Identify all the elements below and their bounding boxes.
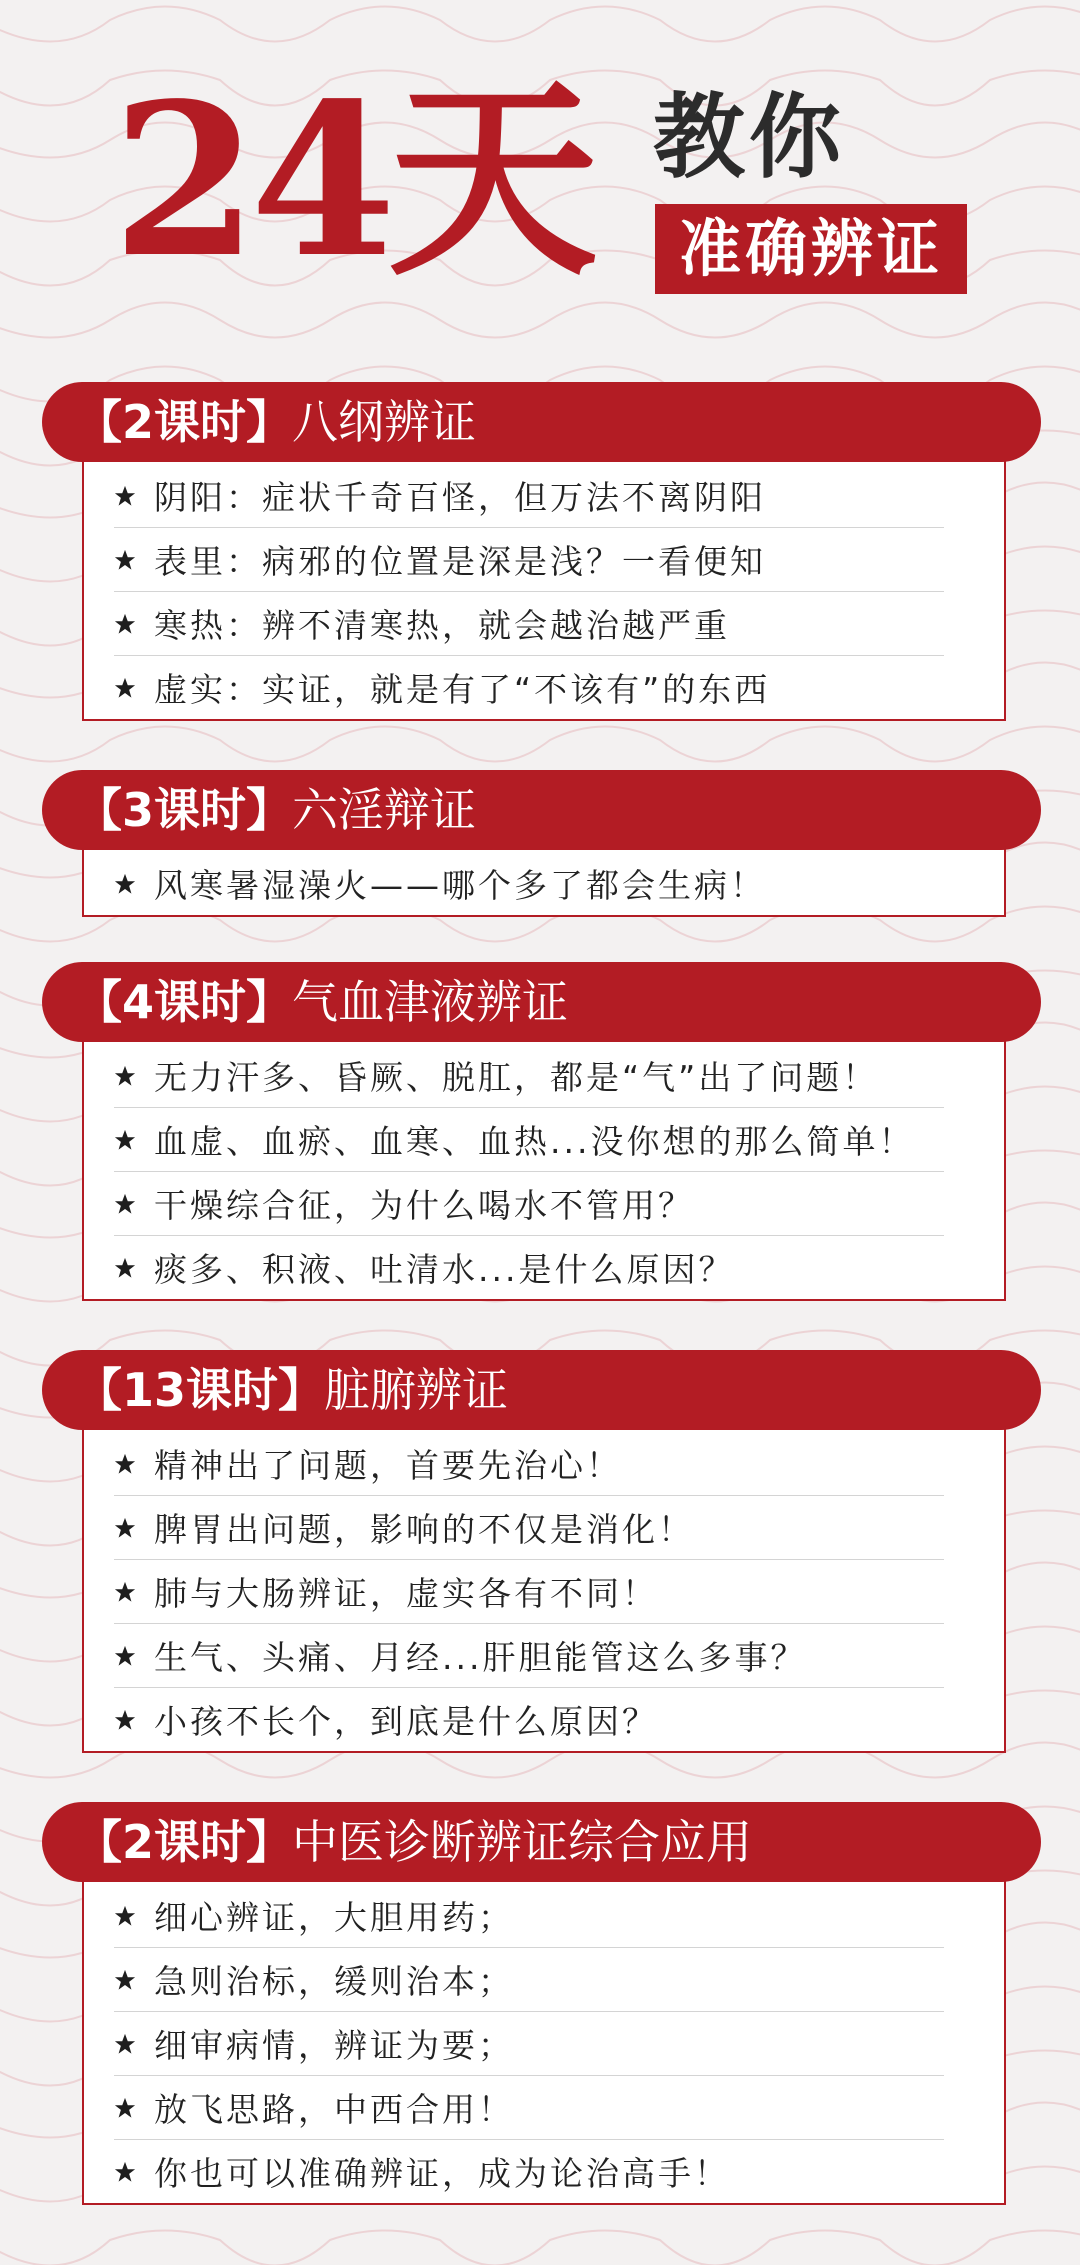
section-hours: 【2课时】: [76, 1815, 293, 1869]
section-items: [82, 844, 1006, 917]
star-icon: [114, 2161, 136, 2183]
item-text: 精神出了问题，首要先治心！: [154, 1446, 622, 1485]
item-text: 血虚、血瘀、血寒、血热...没你想的那么简单！: [154, 1122, 915, 1161]
section-hours: 【13课时】: [76, 1363, 325, 1417]
star-icon: [114, 1969, 136, 1991]
star-icon: [114, 613, 136, 635]
star-icon: [114, 1129, 136, 1151]
section-title: 气血津液辨证: [292, 975, 569, 1029]
item-text: 细审病情，辨证为要；: [154, 2026, 514, 2065]
list-item: [114, 528, 944, 592]
section-header: [42, 962, 1041, 1042]
section-header: [42, 1350, 1041, 1430]
list-item: [114, 852, 944, 915]
section-liuyin: [42, 770, 1041, 917]
star-icon: [114, 2033, 136, 2055]
item-text: 表里：病邪的位置是深是浅？一看便知: [154, 542, 766, 581]
item-text: 脾胃出问题，影响的不仅是消化！: [154, 1510, 694, 1549]
list-item: [114, 1884, 944, 1948]
list-item: [114, 1172, 944, 1236]
section-zonghe: [42, 1802, 1041, 2205]
item-text: 寒热：辨不清寒热，就会越治越严重: [154, 606, 730, 645]
item-text: 阴阳：症状千奇百怪，但万法不离阴阳: [154, 478, 766, 517]
section-qixue: [42, 962, 1041, 1301]
section-items: [82, 1036, 1006, 1301]
item-text: 肺与大肠辨证，虚实各有不同！: [154, 1574, 658, 1613]
star-icon: [114, 1905, 136, 1927]
section-hours: 【3课时】: [76, 783, 293, 837]
list-item: [114, 1948, 944, 2012]
star-icon: [114, 549, 136, 571]
list-item: [114, 1624, 944, 1688]
pattern-line: [0, 2231, 1080, 2265]
star-icon: [114, 1709, 136, 1731]
star-icon: [114, 1581, 136, 1603]
section-title: 六淫辩证: [292, 783, 477, 837]
section-items: [82, 1876, 1006, 2205]
headline-days: 24天: [112, 57, 591, 304]
section-hours: 【2课时】: [76, 395, 293, 449]
section-items: [82, 1424, 1006, 1753]
star-icon: [114, 1517, 136, 1539]
list-item: [114, 592, 944, 656]
list-item: [114, 1432, 944, 1496]
list-item: [114, 464, 944, 528]
star-icon: [114, 1065, 136, 1087]
star-icon: [114, 1453, 136, 1475]
list-item: [114, 2140, 944, 2203]
star-icon: [114, 1257, 136, 1279]
pattern-line: [0, 727, 1080, 762]
list-item: [114, 1108, 944, 1172]
list-item: [114, 1496, 944, 1560]
list-item: [114, 1044, 944, 1108]
section-header: [42, 1802, 1041, 1882]
item-text: 痰多、积液、吐清水...是什么原因？: [154, 1250, 735, 1289]
list-item: [114, 2076, 944, 2140]
item-text: 放飞思路，中西合用！: [154, 2090, 514, 2129]
star-icon: [114, 1645, 136, 1667]
section-title: 八纲辨证: [292, 395, 477, 449]
list-item: [114, 2012, 944, 2076]
star-icon: [114, 485, 136, 507]
item-text: 生气、头痛、月经...肝胆能管这么多事？: [154, 1638, 807, 1677]
list-item: [114, 1236, 944, 1299]
headline-accurate-diagnosis: 准确辨证: [655, 204, 967, 294]
item-text: 小孩不长个，到底是什么原因？: [154, 1702, 658, 1741]
item-text: 虚实：实证，就是有了“不该有”的东西: [154, 670, 771, 709]
star-icon: [114, 1193, 136, 1215]
item-text: 风寒暑湿澡火——哪个多了都会生病！: [154, 866, 766, 905]
list-item: [114, 1560, 944, 1624]
section-header: [42, 770, 1041, 850]
section-header: [42, 382, 1041, 462]
item-text: 急则治标，缓则治本；: [154, 1962, 514, 2001]
list-item: [114, 1688, 944, 1751]
star-icon: [114, 677, 136, 699]
section-title: 中医诊断辨证综合应用: [292, 1815, 753, 1869]
headline-teach: 教你: [653, 83, 846, 191]
section-title: 脏腑辨证: [324, 1363, 509, 1417]
item-text: 干燥综合征，为什么喝水不管用？: [154, 1186, 694, 1225]
section-items: [82, 456, 1006, 721]
star-icon: [114, 873, 136, 895]
section-bagang: [42, 382, 1041, 721]
star-icon: [114, 2097, 136, 2119]
item-text: 细心辨证，大胆用药；: [154, 1898, 514, 1937]
item-text: 无力汗多、昏厥、脱肛，都是“气”出了问题！: [154, 1058, 879, 1097]
section-zangfu: [42, 1350, 1041, 1753]
poster-header: [0, 0, 1080, 330]
list-item: [114, 656, 944, 719]
item-text: 你也可以准确辨证，成为论治高手！: [154, 2154, 730, 2193]
section-hours: 【4课时】: [76, 975, 293, 1029]
